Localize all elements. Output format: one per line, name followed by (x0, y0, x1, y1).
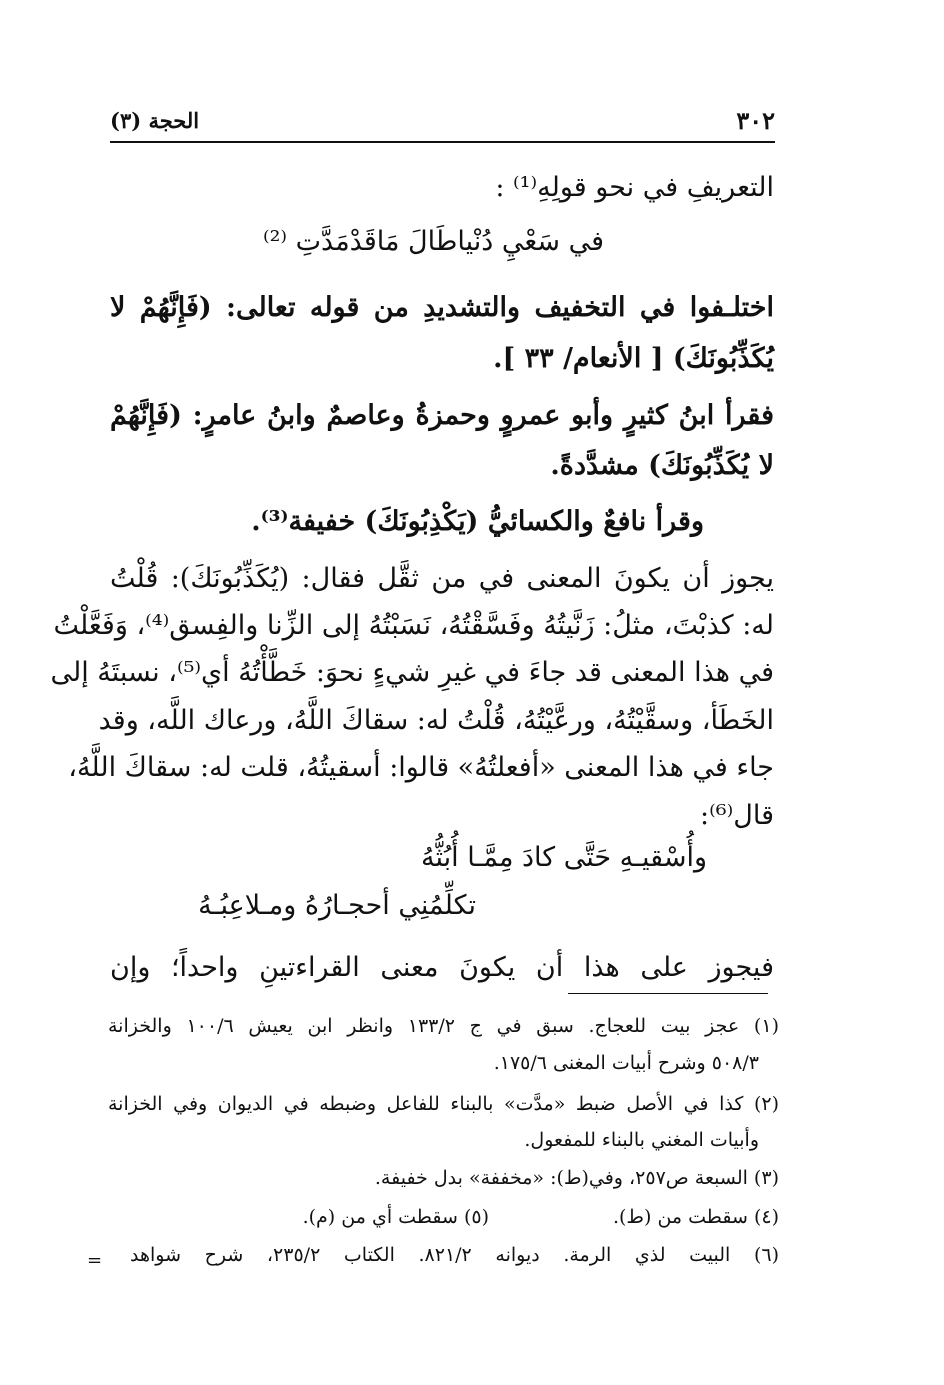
body-line-10: في هذا المعنى قد جاءَ في غيرِ شيءٍ نحوَ: خَطَّأْتُهُ أي⁽⁵⁾، نسبتَهُ إلى (50, 657, 774, 688)
body-line-9: له: كذبْتَ، مثلُ: زَنَّيتُهُ وفَسَّقْتُهُ، نَسَبْتُهُ إلى الزِّنا والفِسق⁽⁴⁾، وَفَعَّلْتُ (53, 610, 774, 641)
footnote-separator (568, 993, 768, 994)
footnote-5: (٥) سقطت أي من (م). (302, 1206, 489, 1228)
body-line-14: فيجوز على هذا أن يكونَ معنى القراءتينِ واحداً؛ وإن (110, 952, 774, 983)
body-line-12: جاء في هذا المعنى «أفعلتُهُ» قالوا: أسقيتُهُ، قلت له: سقاكَ اللَّهُ، (68, 752, 774, 783)
running-title: الحجة (٣) (110, 108, 200, 133)
footnote-6: (٦) البيت لذي الرمة. ديوانه ٨٢١/٢. الكتاب ٢٣٥/٢، شرح شواهد (130, 1244, 779, 1266)
body-line-8: يجوز أن يكونَ المعنى في من ثقَّل فقال: (يُكَذِّبُونَكَ): قُلْتُ (110, 563, 774, 594)
body-line-6: لا يُكَذِّبُونَكَ) مشدَّدةً. (550, 450, 774, 481)
body-line-5: فقرأ ابنُ كثيرٍ وأبو عمروٍ وحمزةُ وعاصمٌ وابنُ عامرٍ: (فَإِنَّهُمْ (110, 400, 774, 431)
body-line-4: يُكَذِّبُونَكَ) [ الأنعام/ ٣٣ ]. (493, 343, 774, 374)
body-line-13: قال⁽⁶⁾: (700, 800, 774, 831)
verse-first-hemistich: وأُسْقيـهِ حَتَّى كادَ مِمَّـا أُبُثُّهُ (421, 842, 707, 873)
verse-second-hemistich: تكلِّمُنِي أحجـارُهُ ومـلاعِبُـهُ (198, 890, 476, 921)
footnote-1: (١) عجز بيت للعجاج. سبق في ج ١٣٣/٢ وانظر ابن يعيش ١٠٠/٦ والخزانة (108, 1015, 779, 1037)
page-header (110, 106, 775, 140)
footnote-3: (٣) السبعة ص٢٥٧، وفي(ط): «مخففة» بدل خفيفة. (374, 1167, 779, 1189)
footnote-4: (٤) سقطت من (ط). (612, 1206, 779, 1228)
body-line-11: الخَطَأ، وسقَّيْتُهُ، ورعَّيْتُهُ، قُلْتُ له: سقاكَ اللَّهُ، ورعاك اللَّه، وقد (98, 705, 774, 736)
body-line-1: التعريفِ في نحو قولِهِ⁽¹⁾ : (495, 172, 774, 203)
footnote-2: (٢) كذا في الأصل ضبط «مدَّت» بالبناء للفاعل وضبطه في الديوان وفي الخزانة (108, 1093, 779, 1115)
footnote-1-cont: ٥٠٨/٣ وشرح أبيات المغنى ١٧٥/٦. (493, 1052, 759, 1074)
footnote-2-cont: وأبيات المغني بالبناء للمفعول. (524, 1129, 759, 1151)
poetry-citation: في سَعْيِ دُنْياطَالَ مَاقَدْمَدَّتِ ⁽²⁾ (262, 226, 604, 257)
continuation-mark: = (87, 1250, 103, 1271)
body-line-3: اختلـفوا في التخفيف والتشديدِ من قوله تعالى: (فَإِنَّهُمْ لا (110, 292, 774, 323)
page-number: ٣٠٢ (736, 106, 775, 135)
header-rule (110, 141, 775, 143)
body-line-7: وقرأ نافعٌ والكسائيُّ (يَكْذِبُونَكَ) خفيفة⁽³⁾. (251, 506, 704, 537)
